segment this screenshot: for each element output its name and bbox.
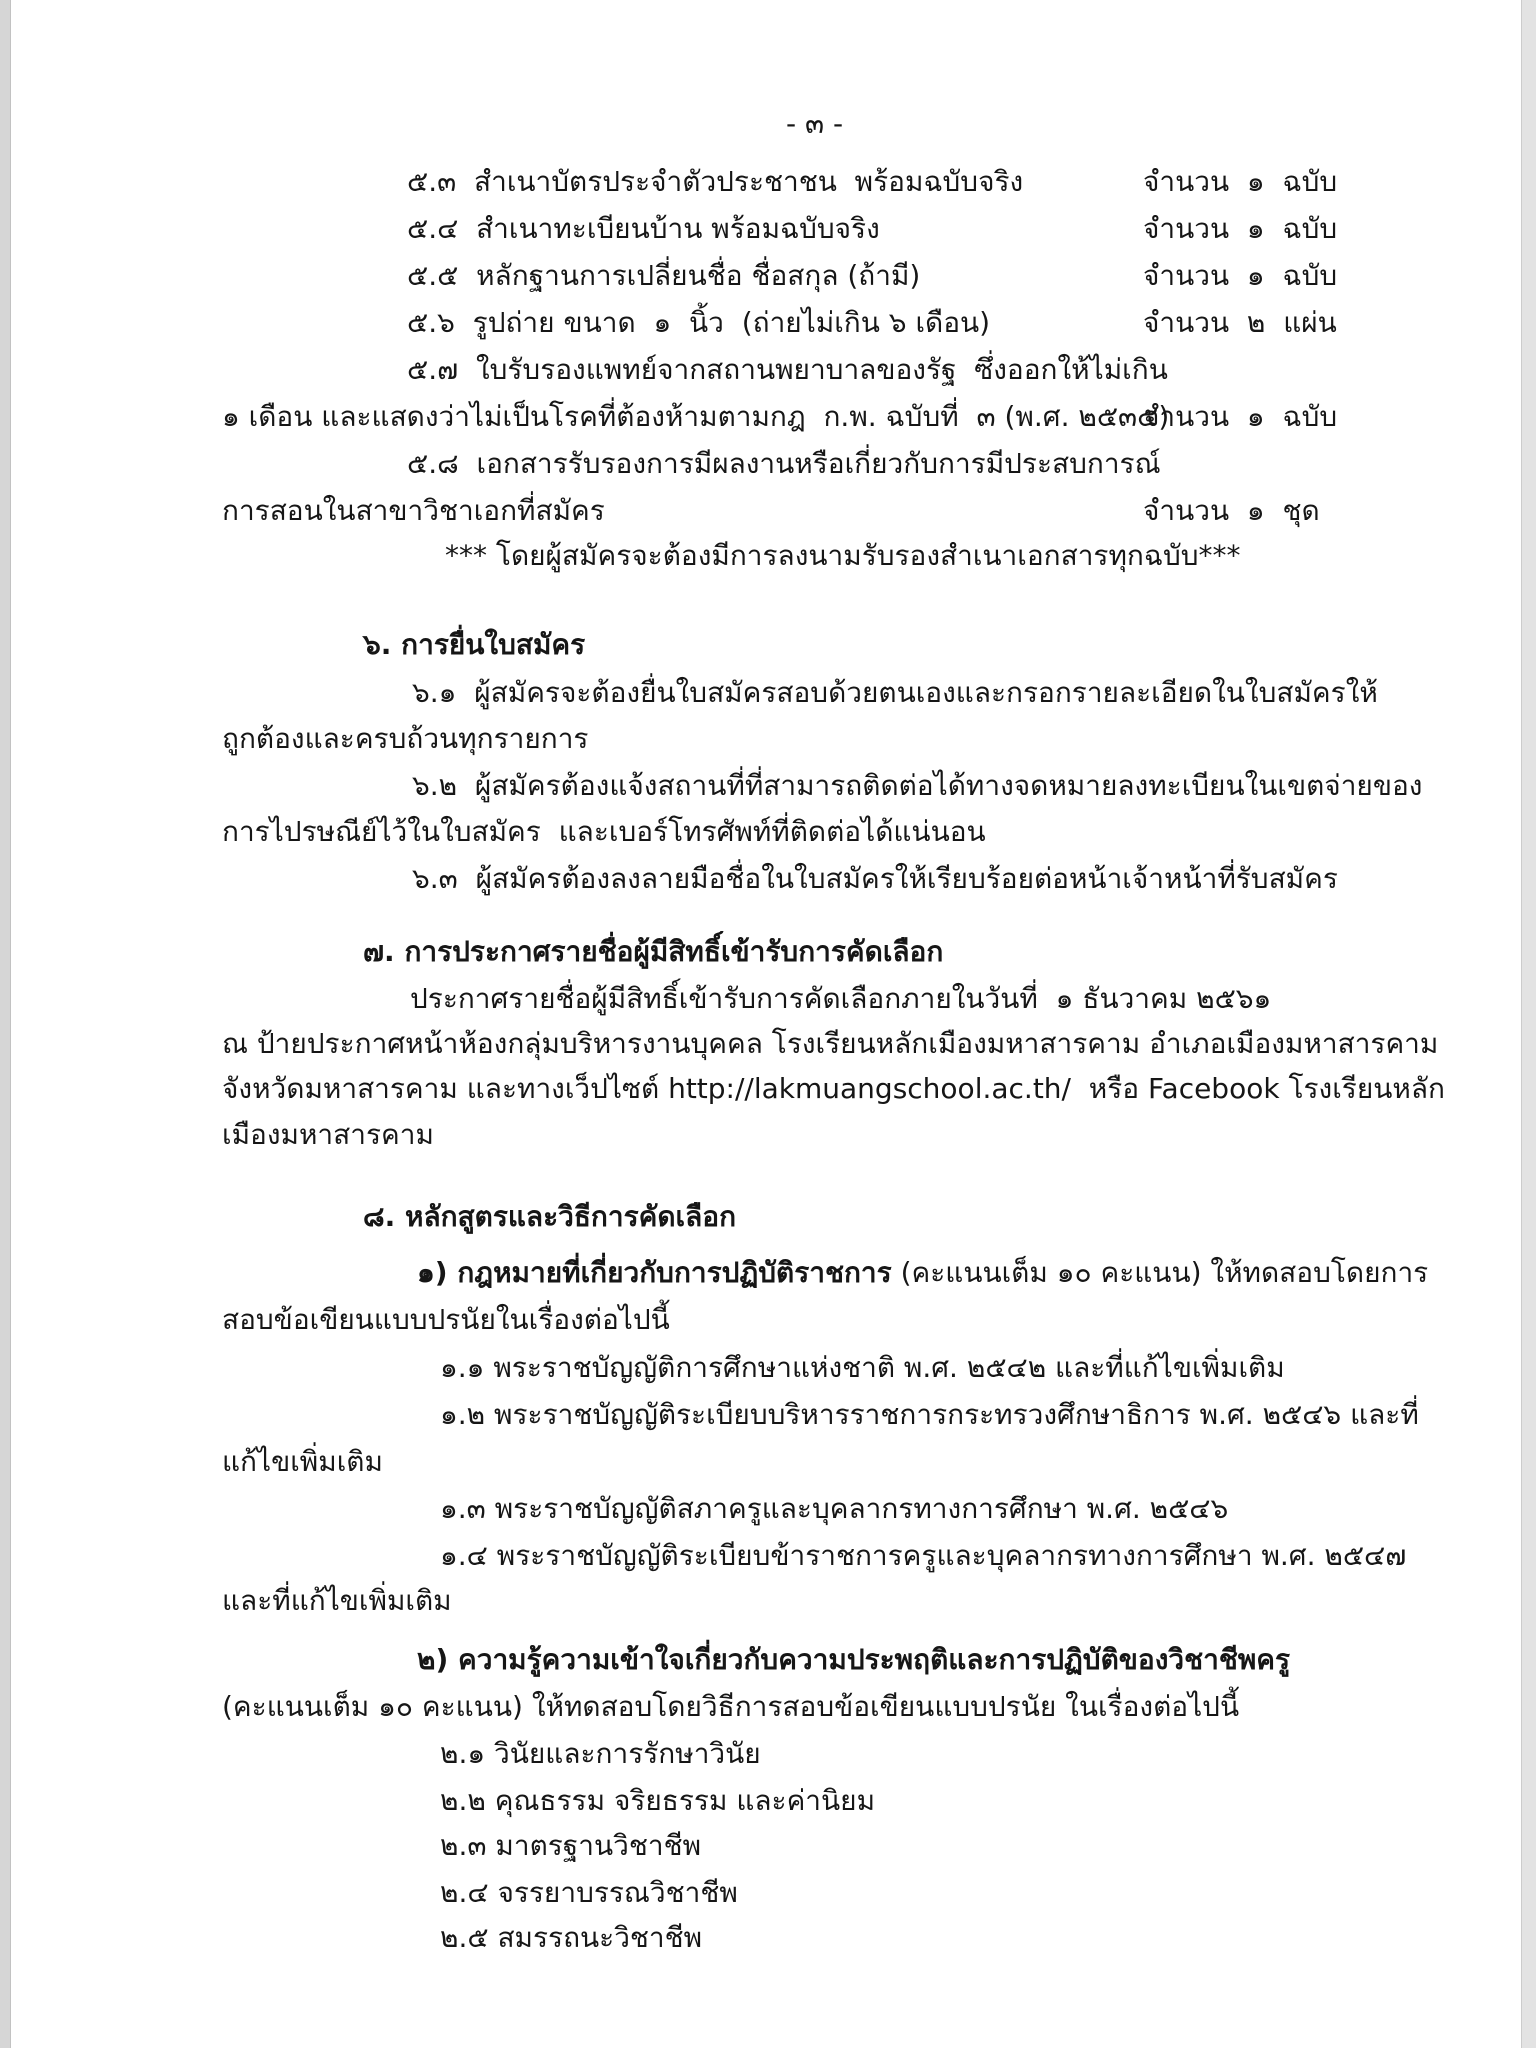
section6-heading: ๖. การยื่นใบสมัคร: [363, 628, 586, 661]
section7-paragraph-line3: จังหวัดมหาสารคาม และทางเว็ปไซต์ http://lakmuangschool.ac.th/ หรือ Facebook โรงเรียนหลัก: [222, 1072, 1445, 1105]
doc-item-5-5: ๕.๕ หลักฐานการเปลี่ยนชื่อ ชื่อสกุล (ถ้ามี): [407, 259, 921, 292]
doc-item-5-3: ๕.๓ สำเนาบัตรประจำตัวประชาชน พร้อมฉบับจริง: [407, 165, 1024, 198]
doc-item-5-6: ๕.๖ รูปถ่าย ขนาด ๑ นิ้ว (ถ่ายไม่เกิน ๖ เดือน): [407, 306, 991, 339]
topic2-item-2-4: ๒.๔ จรรยาบรรณวิชาชีพ: [440, 1876, 738, 1909]
topic1-item-1-4-continuation: และที่แก้ไขเพิ่มเติม: [222, 1584, 452, 1617]
section7-heading: ๗. การประกาศรายชื่อผู้มีสิทธิ์เข้ารับการคัดเลือก: [363, 935, 944, 968]
section6-item-6-2-continuation: การไปรษณีย์ไว้ในใบสมัคร และเบอร์โทรศัพท์ที่ติดต่อได้แน่นอน: [222, 815, 986, 848]
doc-item-5-8-qty: จำนวน ๑ ชุด: [1143, 494, 1320, 527]
doc-item-5-7: ๕.๗ ใบรับรองแพทย์จากสถานพยาบาลของรัฐ ซึ่งออกให้ไม่เกิน: [407, 353, 1168, 386]
section6-item-6-3: ๖.๓ ผู้สมัครต้องลงลายมือชื่อในใบสมัครให้เรียบร้อยต่อหน้าเจ้าหน้าที่รับสมัคร: [412, 862, 1338, 895]
topic1-item-1-2: ๑.๒ พระราชบัญญัติระเบียบบริหารราชการกระทรวงศึกษาธิการ พ.ศ. ๒๕๔๖ และที่: [440, 1398, 1419, 1431]
doc-item-5-7-qty: จำนวน ๑ ฉบับ: [1143, 400, 1338, 433]
topic1-item-1-1: ๑.๑ พระราชบัญญัติการศึกษาแห่งชาติ พ.ศ. ๒๕๔๒ และที่แก้ไขเพิ่มเติม: [440, 1351, 1285, 1384]
section6-item-6-1-continuation: ถูกต้องและครบถ้วนทุกรายการ: [222, 722, 589, 755]
section7-paragraph-line2: ณ ป้ายประกาศหน้าห้องกลุ่มบริหารงานบุคคล โรงเรียนหลักเมืองมหาสารคาม อำเภอเมืองมหาสารคาม: [222, 1027, 1439, 1060]
section7-paragraph-line1: ประกาศรายชื่อผู้มีสิทธิ์เข้ารับการคัดเลือกภายในวันที่ ๑ ธันวาคม ๒๕๖๑: [410, 982, 1272, 1015]
topic2-item-2-1: ๒.๑ วินัยและการรักษาวินัย: [440, 1737, 761, 1770]
topic2-intro-line2: (คะแนนเต็ม ๑๐ คะแนน) ให้ทดสอบโดยวิธีการสอบข้อเขียนแบบปรนัย ในเรื่องต่อไปนี้: [222, 1690, 1240, 1723]
doc-item-5-4: ๕.๔ สำเนาทะเบียนบ้าน พร้อมฉบับจริง: [407, 212, 880, 245]
doc-item-5-4-qty: จำนวน ๑ ฉบับ: [1143, 212, 1338, 245]
doc-item-5-5-qty: จำนวน ๑ ฉบับ: [1143, 259, 1338, 292]
section6-item-6-1: ๖.๑ ผู้สมัครจะต้องยื่นใบสมัครสอบด้วยตนเองและกรอกรายละเอียดในใบสมัครให้: [412, 676, 1378, 709]
topic2-item-2-2: ๒.๒ คุณธรรม จริยธรรม และค่านิยม: [440, 1784, 876, 1817]
section7-paragraph-line4: เมืองมหาสารคาม: [222, 1118, 434, 1151]
topic1-item-1-3: ๑.๓ พระราชบัญญัติสภาครูและบุคลากรทางการศึกษา พ.ศ. ๒๕๔๖: [440, 1492, 1229, 1525]
topic1-intro-tail: (คะแนนเต็ม ๑๐ คะแนน) ให้ทดสอบโดยการ: [891, 1256, 1429, 1289]
topic1-item-1-4: ๑.๔ พระราชบัญญัติระเบียบข้าราชการครูและบุคลากรทางการศึกษา พ.ศ. ๒๕๔๗: [440, 1539, 1407, 1572]
doc-item-5-8: ๕.๘ เอกสารรับรองการมีผลงานหรือเกี่ยวกับการมีประสบการณ์: [407, 447, 1161, 480]
topic1-intro-line2: สอบข้อเขียนแบบปรนัยในเรื่องต่อไปนี้: [222, 1303, 670, 1336]
topic1-intro-line1: [417, 1249, 1428, 1297]
topic1-item-1-2-continuation: แก้ไขเพิ่มเติม: [222, 1445, 383, 1478]
page-right-edge: [1521, 0, 1536, 2048]
page-left-edge: [0, 0, 11, 2048]
doc-item-5-6-qty: จำนวน ๒ แผ่น: [1143, 306, 1337, 339]
certify-note: *** โดยผู้สมัครจะต้องมีการลงนามรับรองสำเนาเอกสารทุกฉบับ***: [445, 539, 1241, 572]
topic2-item-2-5: ๒.๕ สมรรถนะวิชาชีพ: [440, 1921, 703, 1954]
doc-item-5-8-continuation: การสอนในสาขาวิชาเอกที่สมัคร: [222, 494, 605, 527]
page-number: - ๓ -: [786, 107, 844, 140]
doc-item-5-3-qty: จำนวน ๑ ฉบับ: [1143, 165, 1338, 198]
section8-heading: ๘. หลักสูตรและวิธีการคัดเลือก: [363, 1200, 737, 1233]
topic2-intro-line1: ๒) ความรู้ความเข้าใจเกี่ยวกับความประพฤติและการปฏิบัติของวิชาชีพครู: [417, 1643, 1291, 1676]
section6-item-6-2: ๖.๒ ผู้สมัครต้องแจ้งสถานที่ที่สามารถติดต่อได้ทางจดหมายลงทะเบียนในเขตจ่ายของ: [412, 769, 1423, 802]
topic1-intro-bold: ๑) กฎหมายที่เกี่ยวกับการปฏิบัติราชการ: [417, 1256, 892, 1289]
topic2-item-2-3: ๒.๓ มาตรฐานวิชาชีพ: [440, 1829, 702, 1862]
doc-item-5-7-continuation: ๑ เดือน และแสดงว่าไม่เป็นโรคที่ต้องห้ามตามกฎ ก.พ. ฉบับที่ ๓ (พ.ศ. ๒๕๓๕): [222, 400, 1170, 433]
